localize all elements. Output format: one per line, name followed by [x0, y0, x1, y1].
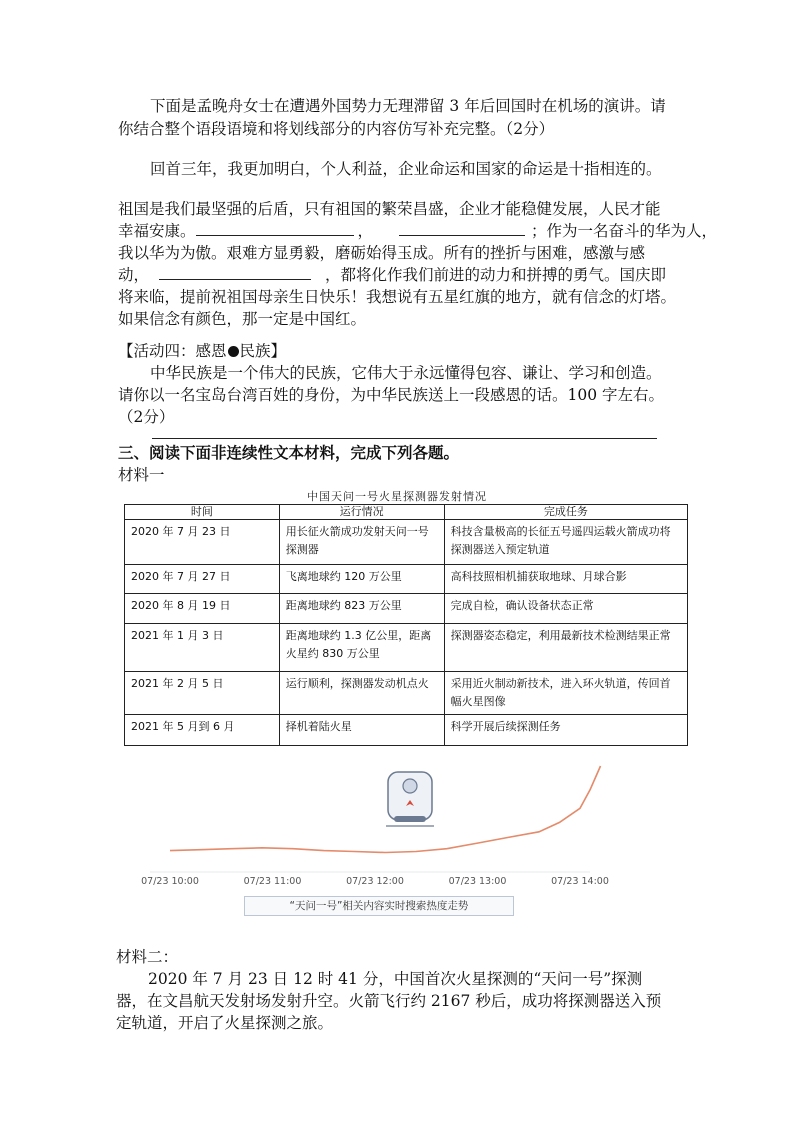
table-row: [125, 672, 688, 715]
speech-text-1: 回首三年，我更加明白，个人利益，企业命运和国家的命运是十指相连的。: [150, 160, 662, 178]
cell-status: 距离地球约 1.3 亿公里，距离火星约 830 万公里: [279, 624, 444, 672]
header-task: 完成任务: [444, 505, 687, 520]
question-line-1: 下面是孟晚舟女士在遭遇外国势力无理滞留 3 年后回国时在机场的演讲。请: [150, 97, 666, 115]
cell-task: 探测器姿态稳定，利用最新技术检测结果正常: [444, 624, 687, 672]
table-row: [125, 520, 688, 565]
material-2-label: 材料二：: [116, 948, 179, 966]
cell-time: 2020 年 7 月 27 日: [125, 565, 280, 594]
cell-status: 飞离地球约 120 万公里: [279, 565, 444, 594]
cell-task: 采用近火制动新技术，进入环火轨道，传回首幅火星图像: [444, 672, 687, 715]
cell-task: 完成自检，确认设备状态正常: [444, 594, 687, 624]
material-1-text: 材料一: [118, 466, 165, 484]
activity-heading-a: 【活动四：感恩: [118, 342, 227, 360]
material-1-label: [118, 464, 165, 486]
bullet-dot-icon: [228, 346, 239, 357]
x-axis-ticks: [141, 876, 609, 887]
search-trend-chart: [140, 760, 609, 920]
x-tick-label: 07/23 12:00: [346, 876, 404, 887]
answer-blank-line[interactable]: [152, 438, 657, 439]
speech-line-1: [150, 158, 662, 180]
cell-time: 2020 年 7 月 23 日: [125, 520, 280, 565]
cell-task: 科学开展后续探测任务: [444, 715, 687, 746]
activity-line-1: [150, 362, 662, 384]
table-row: [125, 624, 688, 672]
speech-text-5a: 动，: [118, 266, 150, 284]
chart-caption: “天问一号”相关内容实时搜索热度走势: [289, 900, 469, 912]
cell-status: 运行顺利，探测器发动机点火: [279, 672, 444, 715]
speech-text-4: 我以华为为傲。艰难方显勇毅，磨砺始得玉成。所有的挫折与困难，感激与感: [118, 244, 646, 262]
x-tick-label: 07/23 14:00: [551, 876, 609, 887]
speech-line-6: [118, 286, 676, 308]
speech-text-3b: ，: [357, 222, 374, 240]
activity-text-3: （2分）: [118, 408, 175, 426]
table-row: [125, 594, 688, 624]
section-3-heading-text: 三、阅读下面非连续性文本材料，完成下列各题。: [118, 444, 460, 462]
cell-time: 2021 年 2 月 5 日: [125, 672, 280, 715]
fill-blank-2[interactable]: [399, 220, 525, 236]
activity-text-2: 请你以一名宝岛台湾百姓的身份，为中华民族送上一段感恩的话。100 字左右。: [118, 386, 665, 404]
launch-table: [124, 504, 688, 746]
activity-heading-b: 民族】: [239, 342, 287, 360]
cell-status: 用长征火箭成功发射天问一号探测器: [279, 520, 444, 565]
table-row: [125, 565, 688, 594]
material-2-line-1: 2020 年 7 月 23 日 12 时 41 分，中国首次火星探测的“天问一号”探测: [148, 970, 643, 988]
speech-line-4: [118, 242, 645, 264]
question-prompt-cont: [118, 118, 554, 140]
cell-task: 高科技照相机捕获取地球、月球合影: [444, 565, 687, 594]
table-title: 中国天问一号火星探测器发射情况: [307, 490, 487, 503]
cell-status: 择机着陆火星: [279, 715, 444, 746]
material-2-line-2: 器，在文昌航天发射场发射升空。火箭飞行约 2167 秒后，成功将探测器送入预: [116, 992, 662, 1010]
table-row: [125, 715, 688, 746]
header-status: 运行情况: [279, 505, 444, 520]
speech-text-5b: ，都将化作我们前进的动力和拼搏的勇气。国庆即: [325, 266, 667, 284]
speech-text-6: 将来临，提前祝祖国母亲生日快乐！我想说有五星红旗的地方，就有信念的灯塔。: [118, 288, 677, 306]
section-3-heading: [118, 442, 459, 464]
speech-line-2: [118, 198, 661, 220]
probe-icon: [386, 772, 434, 826]
activity-text-1: 中华民族是一个伟大的民族，它伟大于永远懂得包容、谦让、学习和创造。: [150, 364, 662, 382]
x-tick-label: 07/23 10:00: [141, 876, 199, 887]
x-tick-label: 07/23 11:00: [243, 876, 302, 887]
fill-blank-1[interactable]: [196, 220, 354, 236]
speech-text-7: 如果信念有颜色，那一定是中国红。: [118, 310, 367, 328]
chart-caption-box: [244, 896, 514, 916]
speech-text-3c: ；作为一名奋斗的华为人，: [531, 222, 718, 240]
fill-blank-3[interactable]: [159, 264, 311, 280]
material-2: [116, 946, 661, 1034]
cell-status: 距离地球约 823 万公里: [279, 594, 444, 624]
activity-line-3: [118, 406, 174, 428]
cell-time: 2020 年 8 月 19 日: [125, 594, 280, 624]
speech-line-7: [118, 308, 366, 330]
speech-line-3: [118, 220, 717, 242]
cell-task: 科技含量极高的长征五号遥四运载火箭成功将探测器送入预定轨道: [444, 520, 687, 565]
question-prompt: [150, 95, 666, 117]
activity-heading: [118, 340, 286, 362]
header-time: 时间: [125, 505, 280, 520]
speech-text-2: 祖国是我们最坚强的后盾，只有祖国的繁荣昌盛，企业才能稳健发展，人民才能: [118, 200, 661, 218]
trend-series-line: [170, 766, 601, 853]
speech-text-3a: 幸福安康。: [118, 222, 196, 240]
material-2-line-3: 定轨道，开启了火星探测之旅。: [116, 1014, 334, 1032]
activity-line-2: [118, 384, 664, 406]
speech-line-5: [118, 264, 666, 286]
cell-time: 2021 年 5 月到 6 月: [125, 715, 280, 746]
x-tick-label: 07/23 13:00: [448, 876, 507, 887]
question-line-2: 你结合整个语段语境和将划线部分的内容仿写补充完整。（2分）: [118, 120, 555, 138]
table-header-row: [125, 505, 688, 520]
cell-time: 2021 年 1 月 3 日: [125, 624, 280, 672]
